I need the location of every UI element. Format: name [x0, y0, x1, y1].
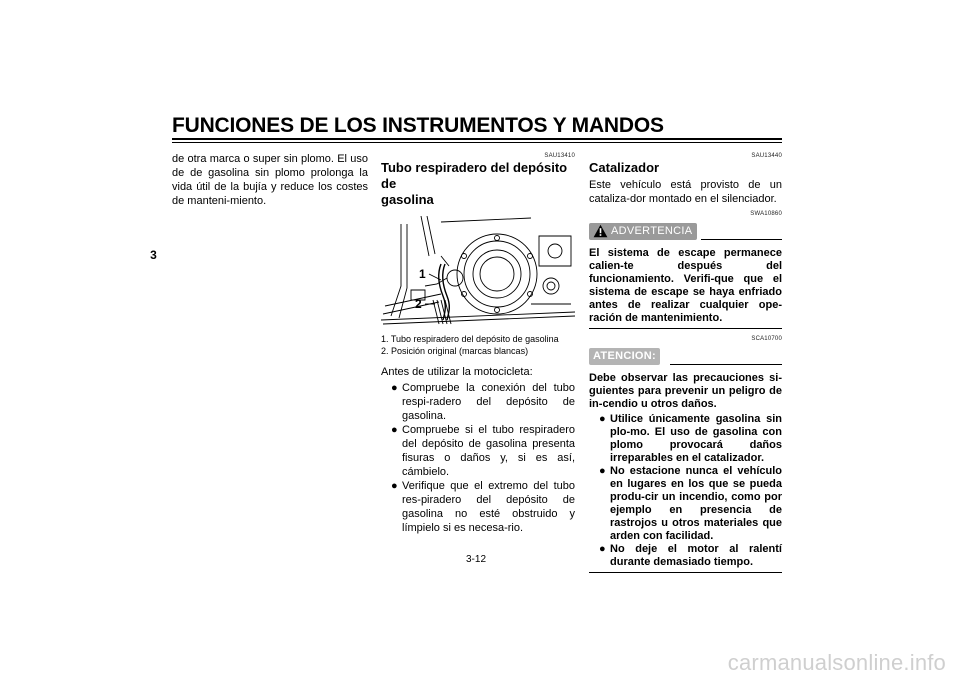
engine-illustration [381, 216, 575, 328]
list-item-text: No estacione nunca el vehículo en lugares en los que se pueda produ-cir un incendio, como por ejemplo en presencia de rastrojos u otros materiales que arden con facilidad. [610, 465, 782, 542]
bullet-icon: ● [599, 413, 606, 425]
warning-rule [701, 239, 782, 240]
bullet-icon: ● [391, 424, 398, 436]
column-2 [381, 152, 575, 535]
list-item [381, 381, 575, 423]
warning-label: ADVERTENCIA [611, 225, 693, 237]
section-title-line-1: Tubo respiradero del depósito de [381, 160, 568, 191]
list-item [589, 543, 782, 569]
list-item-text: Verifique que el extremo del tubo res-piradero del depósito de gasolina no esté obstruido y límpielo si es necesa-rio. [402, 480, 575, 534]
column-1 [172, 152, 368, 208]
section-code: SAU13410 [544, 153, 575, 159]
warning-text: El sistema de escape permanece calien-te después del funcionamiento. Verifi-que que el sistema de escape se haya enfriado antes de realizar cualquier ope-ración de mantenimiento. [589, 247, 782, 324]
column-3 [589, 152, 782, 573]
site-watermark: carmanualsonline.info [727, 650, 946, 675]
caption-item-1: 1. Tubo respiradero del depósito de gasolina [381, 334, 559, 344]
section-text: Este vehículo está provisto de un cataliza-dor montado en el silenciador. [589, 179, 782, 205]
warning-code: SWA10860 [750, 211, 782, 217]
caution-code: SCA10700 [751, 336, 782, 342]
page-header-title: FUNCIONES DE LOS INSTRUMENTOS Y MANDOS [172, 114, 664, 137]
bullet-icon: ● [599, 465, 606, 477]
caution-text: Debe observar las precauciones si-guientes para prevenir un peligro de in-cendio u otros daños. [589, 372, 782, 410]
list-item-text: Utilice únicamente gasolina sin plo-mo. El uso de gasolina con plomo provocará daños irreparables en el catalizador. [610, 413, 782, 464]
caution-rule [670, 364, 782, 365]
bullet-icon: ● [391, 480, 398, 492]
bullet-icon: ● [599, 543, 606, 555]
list-item [589, 465, 782, 543]
section-code: SAU13440 [751, 153, 782, 159]
header-rule-thin [172, 142, 782, 143]
list-item-text: Compruebe si el tubo respiradero del depósito de gasolina presenta fisuras o daños y, si es así, cámbielo. [402, 424, 575, 478]
list-item [381, 479, 575, 535]
caution-list [589, 413, 782, 569]
warning-triangle-icon [593, 224, 608, 238]
figure-captions [381, 333, 575, 357]
intro-text: Antes de utilizar la motocicleta: [381, 366, 533, 378]
checklist [381, 381, 575, 535]
page-number: 3-12 [466, 554, 487, 565]
warning-header [589, 221, 782, 243]
bullet-icon: ● [391, 382, 398, 394]
caution-end-rule [589, 572, 782, 573]
caption-item-2: 2. Posición original (marcas blancas) [381, 346, 529, 356]
header-rule [172, 138, 782, 140]
section-title-line-2: gasolina [381, 192, 434, 207]
callout-1: 1 [419, 267, 426, 281]
list-item [381, 423, 575, 479]
section-title [381, 160, 575, 208]
list-item-text: No deje el motor al ralentí durante demasiado tiempo. [610, 543, 782, 568]
list-item-text: Compruebe la conexión del tubo respi-radero del depósito de gasolina. [402, 382, 575, 422]
section-title: Catalizador [589, 160, 660, 175]
warning-end-rule [589, 328, 782, 329]
warning-badge [589, 223, 697, 240]
list-item [589, 413, 782, 465]
continuation-text: de otra marca o super sin plomo. El uso de de gasolina sin plomo prolonga la vida útil de la bujía y reduce los costes de manteni-miento. [172, 153, 368, 207]
engine-drawing-svg [381, 216, 575, 328]
chapter-tab: 3 [148, 242, 159, 268]
caution-badge: ATENCION: [589, 348, 660, 365]
callout-2: 2 [415, 297, 422, 311]
caution-header [589, 346, 782, 368]
